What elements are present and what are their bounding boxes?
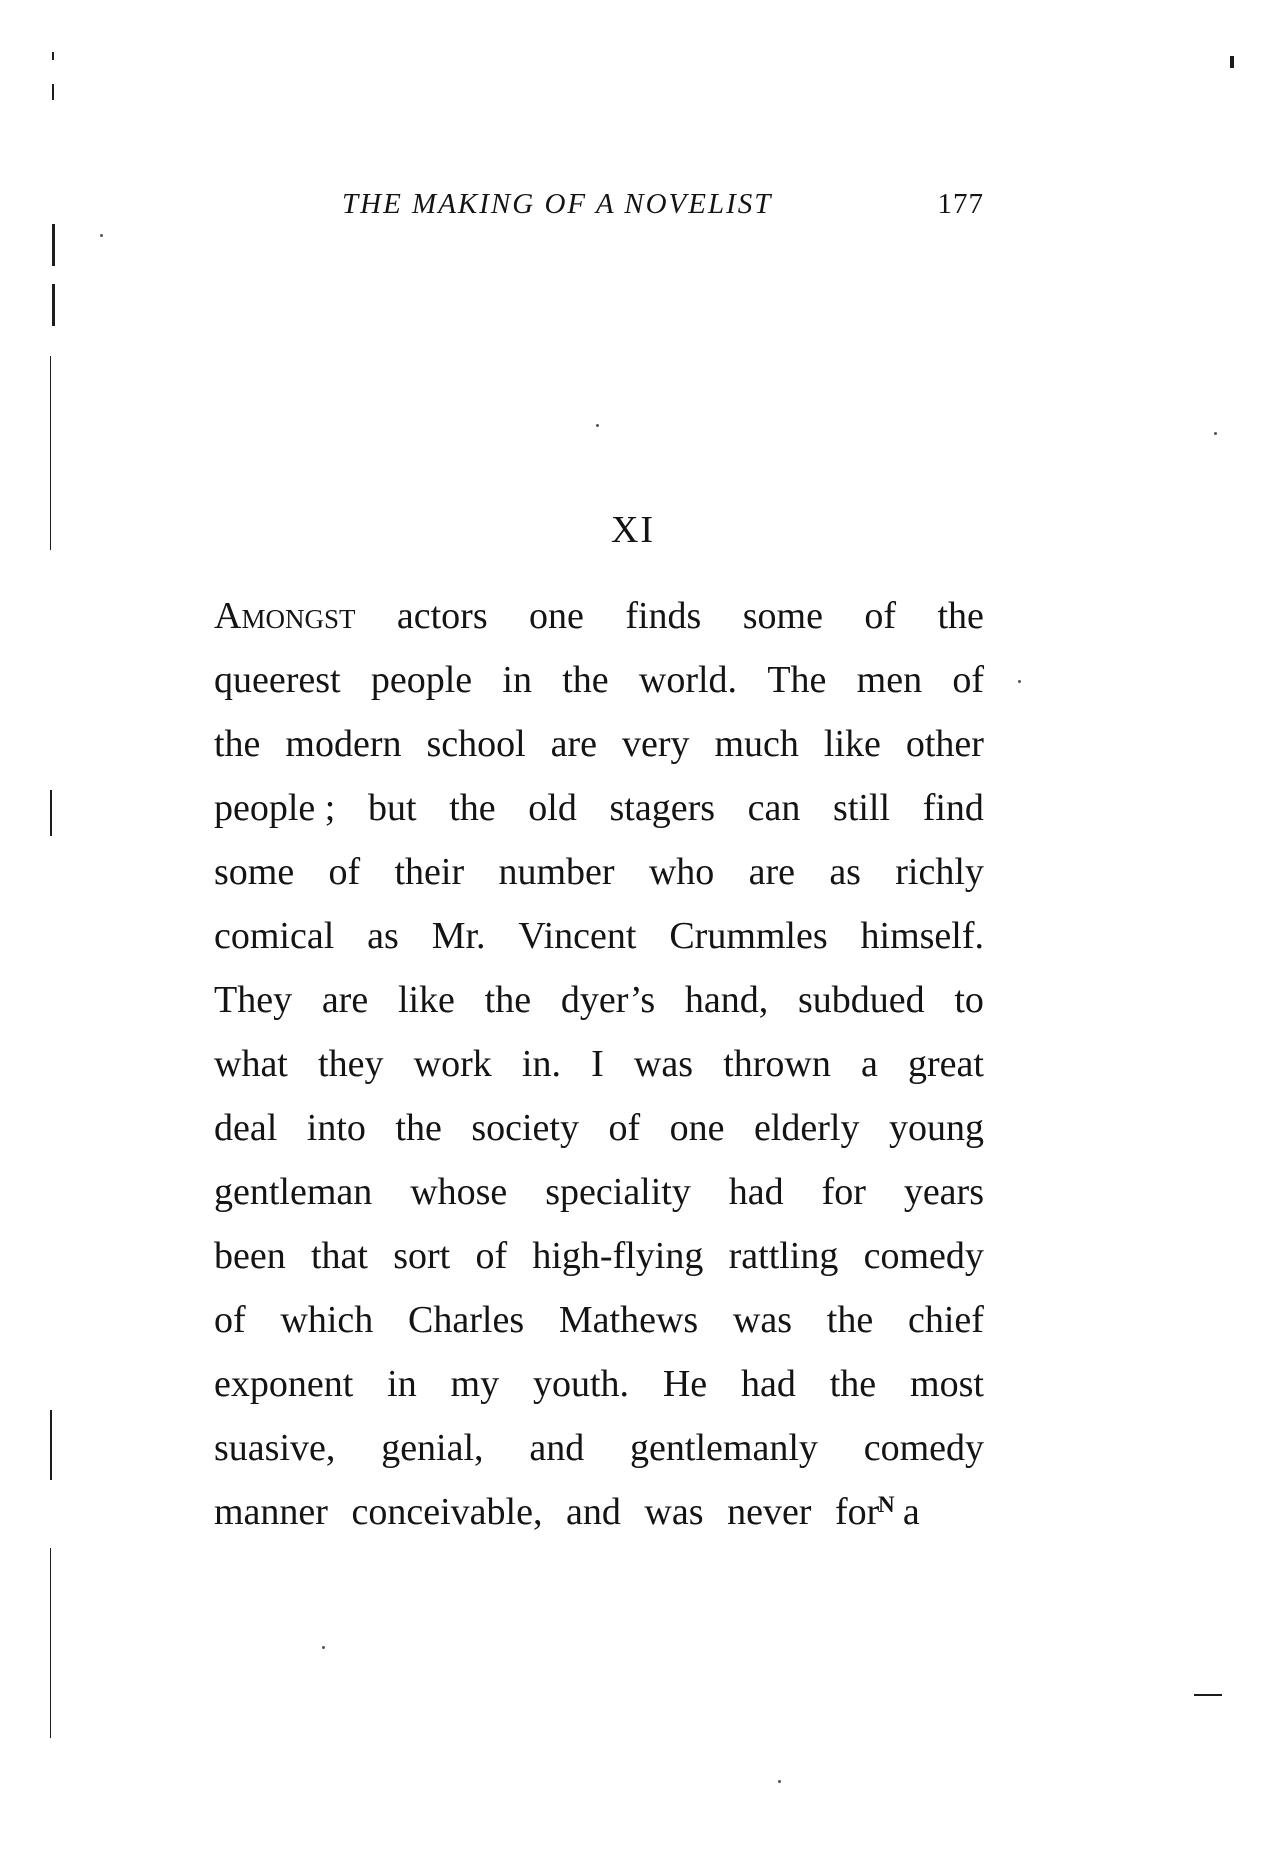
word: dyer’s [560,979,656,1021]
word: comical [214,915,335,957]
word: I [591,1043,604,1085]
word: was [644,1491,704,1533]
scan-artifact-mark [52,52,54,60]
word: rattling [728,1235,839,1277]
word: queerest [214,659,341,701]
text-line [214,1224,984,1288]
word: speciality [545,1171,691,1213]
word: which [280,1299,374,1341]
word: was [633,1043,694,1085]
word: high-flying [532,1235,704,1277]
page-number: 177 [937,188,984,220]
word: old [528,787,577,829]
scan-artifact-dot [322,1646,325,1649]
word: most [910,1363,984,1405]
word: of [475,1235,508,1277]
word: of [214,1299,246,1341]
word: to [954,979,984,1021]
word: comedy [863,1427,984,1469]
text-line [214,1416,984,1480]
word: are [321,979,369,1021]
scan-artifact-mark [1194,1694,1222,1696]
word: the [214,723,261,765]
word: deal [214,1107,278,1149]
word: They [214,979,293,1021]
word: Vincent [518,915,637,957]
scan-artifact-mark [52,224,55,266]
word: Charles [408,1299,525,1341]
text-line [214,1288,984,1352]
word: been [214,1235,286,1277]
running-head [320,188,984,232]
word: a [902,1491,920,1533]
word: that [310,1235,368,1277]
word: work [413,1043,492,1085]
scan-artifact-mark [50,1548,51,1738]
word: find [922,787,984,829]
word: gentleman [214,1171,373,1213]
word: hand, [684,979,769,1021]
word: Mr. [431,915,486,957]
word: the [826,1299,874,1341]
word: was [732,1299,793,1341]
scan-artifact-mark [52,284,55,326]
word: some [742,595,823,637]
word: He [662,1363,708,1405]
text-line [214,584,984,648]
word: the [449,787,496,829]
word: of [328,851,361,893]
word: great [908,1043,984,1085]
word: The [767,659,827,701]
word: but [368,787,417,829]
text-line [214,776,984,840]
scan-artifact-dot [1214,432,1217,435]
word: and [566,1491,621,1533]
word: as [367,915,399,957]
word: young [888,1107,984,1149]
word: a [861,1043,878,1085]
word: years [903,1171,984,1213]
word: had [728,1171,784,1213]
word: had [741,1363,796,1405]
word: stagers [609,787,716,829]
scan-artifact-dot [1018,680,1021,683]
word: who [648,851,715,893]
word: they [318,1043,384,1085]
word: of [864,595,897,637]
word: of [608,1107,641,1149]
word: world. [638,659,738,701]
word: the [937,595,984,637]
text-line [214,968,984,1032]
word: himself. [860,915,984,957]
word: elderly [753,1107,860,1149]
word: into [306,1107,366,1149]
chapter-heading: XI [610,509,656,551]
text-line [214,904,984,968]
word: chief [907,1299,984,1341]
word: actors [396,595,488,637]
word: much [714,723,799,765]
text-line [214,1352,984,1416]
word: men [856,659,923,701]
word: genial, [381,1427,484,1469]
running-title: THE MAKING OF A NOVELIST [342,188,773,220]
word: people [370,659,473,701]
word: other [905,723,984,765]
word: suasive, [214,1427,336,1469]
text-line [214,648,984,712]
word: manner [214,1491,328,1533]
word: comedy [863,1235,984,1277]
word: like [397,979,455,1021]
scan-artifact-mark [50,1410,52,1480]
word: whose [410,1171,508,1213]
text-line [214,840,984,904]
word: the [562,659,609,701]
word: subdued [797,979,925,1021]
word: school [426,723,526,765]
word: some [214,851,295,893]
word: youth. [532,1363,630,1405]
word: richly [895,851,984,893]
word: one [529,595,584,637]
word: gentlemanly [630,1427,818,1469]
word: in [387,1363,417,1405]
scan-artifact-mark [52,84,54,100]
word: in [502,659,532,701]
word: exponent [214,1363,354,1405]
scan-artifact-dot [100,234,103,237]
word: finds [625,595,702,637]
text-line [214,1480,984,1544]
text-line [214,1096,984,1160]
word: the [395,1107,442,1149]
text-line [214,1032,984,1096]
word: for [821,1171,866,1213]
word: are [748,851,795,893]
word: people ; [214,787,336,829]
word: are [550,723,598,765]
scan-artifact-mark [50,790,52,836]
scan-artifact-mark [1230,56,1234,68]
word: still [833,787,891,829]
word: Amongst [214,595,356,637]
word: like [823,723,881,765]
word: as [829,851,861,893]
word: my [450,1363,500,1405]
word: Mathews [558,1299,699,1341]
word: their [394,851,465,893]
word: and [529,1427,585,1469]
word: for [835,1491,880,1533]
word: can [747,787,801,829]
word: never [727,1491,812,1533]
word: one [669,1107,725,1149]
word: Crummles [669,915,828,957]
scan-artifact-dot [596,424,599,427]
word: sort [393,1235,451,1277]
text-line [214,1160,984,1224]
word: the [484,979,532,1021]
word: in. [521,1043,561,1085]
word: the [829,1363,877,1405]
word: modern [285,723,402,765]
word: thrown [723,1043,831,1085]
text-line [214,712,984,776]
word: society [471,1107,579,1149]
word: very [622,723,690,765]
word: conceivable, [351,1491,543,1533]
signature-mark: N [878,1492,895,1517]
word: of [952,659,984,701]
word: number [498,851,615,893]
body-text [214,584,984,1544]
word: what [214,1043,288,1085]
scan-artifact-dot [778,1780,781,1783]
